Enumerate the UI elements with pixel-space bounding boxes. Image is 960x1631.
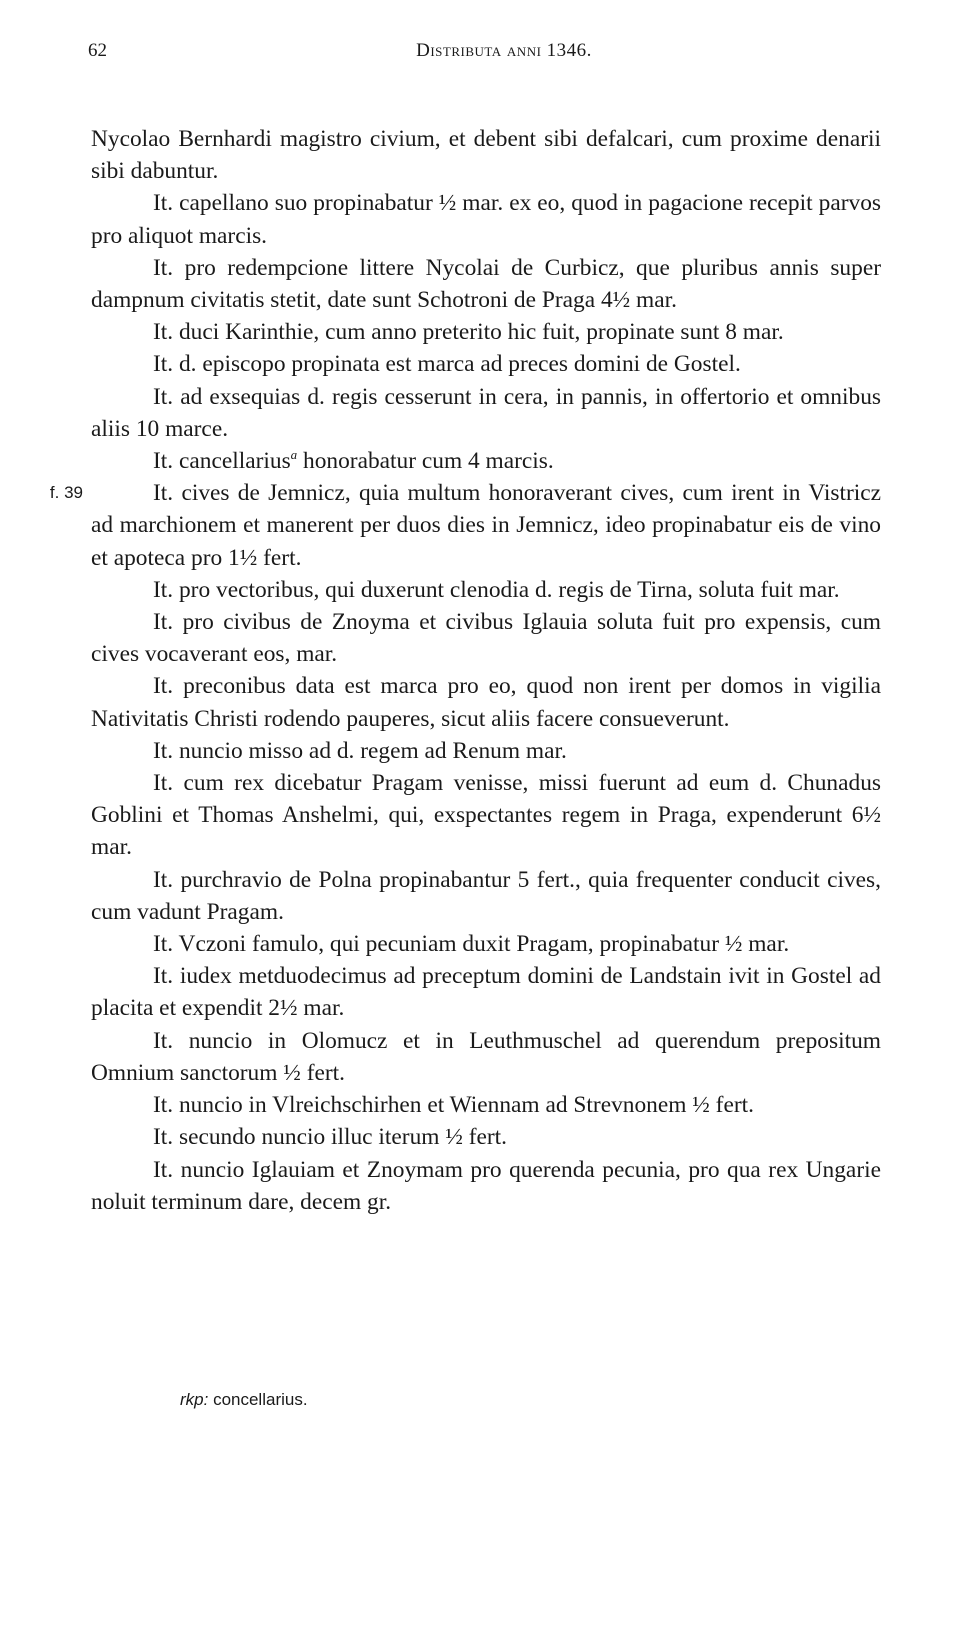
entry-text: It. d. episcopo propinata est marca ad preces domini de Gostel.: [153, 351, 741, 378]
entry-text: honorabatur cum 4 marcis.: [297, 448, 554, 475]
entry-text: It. cum rex dicebatur Pragam venisse, missi fuerunt ad eum d. Chunadus Goblini et Thomas Anshelmi, qui, exspectantes regem in Praga, expenderunt 6½ mar.: [91, 770, 881, 861]
entry-text: It. cives de Jemnicz, quia multum honoraverant cives, cum irent in Vistricz ad marchionem et manerent per duos dies in Jemnicz, ideo propinabatur eis de vino et apoteca pro 1½ fert.: [91, 480, 881, 571]
footnote-marker: a: [290, 447, 298, 463]
entry-text: It. cancellarius: [153, 448, 291, 475]
footnote-siglum: rkp:: [180, 1390, 209, 1409]
entry-text: It. secundo nuncio illuc iterum ½ fert.: [153, 1124, 508, 1151]
entry-text: It. iudex metduodecimus ad preceptum domini de Landstain ivit in Gostel ad placita et expendit 2½ mar.: [91, 963, 881, 1022]
entry-paragraph: [91, 670, 881, 734]
entry-paragraph: [91, 928, 881, 960]
entry-text: It. pro redempcione littere Nycolai de Curbicz, que pluribus annis super dampnum civitatis stetit, date sunt Schotroni de Praga 4½ mar.: [91, 254, 881, 314]
entry-paragraph: [91, 735, 881, 767]
running-title: Distributa anni 1346.: [416, 40, 592, 61]
entry-text: It. purchravio de Polna propinabantur 5 fert., quia frequenter conducit cives, cum vadunt Pragam.: [91, 866, 881, 925]
entry-paragraph: [91, 864, 881, 928]
entry-paragraph: [91, 960, 881, 1024]
entry-paragraph: [49, 477, 881, 574]
entry-paragraph: [91, 445, 881, 477]
page-number: 62: [88, 40, 107, 61]
entry-paragraph: [91, 381, 881, 445]
footnote-text: concellarius.: [208, 1390, 308, 1409]
folio-margin-note: f. 39: [49, 483, 83, 503]
entry-paragraph: [91, 1154, 881, 1218]
entry-text: Nycolao Bernhardi magistro civium, et debent sibi defalcari, cum proxime denarii sibi dabuntur.: [91, 126, 881, 185]
entry-text: It. nuncio in Vlreichschirhen et Wiennam ad Strevnonem ½ fert.: [153, 1092, 754, 1119]
entry-text: It. nuncio misso ad d. regem ad Renum mar.: [153, 737, 567, 764]
entry-text: It. capellano suo propinabatur ½ mar. ex eo, quod in pagacione recepit parvos pro aliquot marcis.: [91, 190, 881, 249]
entry-text: It. nuncio in Olomucz et in Leuthmuschel ad querendum prepositum Omnium sanctorum ½ fert.: [91, 1027, 881, 1086]
entry-paragraph: [91, 1089, 881, 1121]
entry-paragraph: [91, 1121, 881, 1153]
page-header: [88, 40, 920, 70]
entry-paragraph: [91, 252, 881, 316]
entry-paragraph: [91, 123, 881, 187]
entry-text: It. preconibus data est marca pro eo, quod non irent per domos in vigilia Nativitatis Christi rodendo pauperes, sicut aliis facere consueverunt.: [91, 673, 881, 732]
entry-text: It. pro vectoribus, qui duxerunt clenodia d. regis de Tirna, soluta fuit mar.: [153, 576, 840, 603]
entry-paragraph: [91, 606, 881, 670]
entry-text: It. pro civibus de Znoyma et civibus Iglauia soluta fuit pro expensis, cum cives vocaverant eos, mar.: [91, 609, 881, 668]
entry-paragraph: [91, 187, 881, 251]
entry-text: It. Vczoni famulo, qui pecuniam duxit Pragam, propinabatur ½ mar.: [153, 931, 790, 958]
entry-paragraph: [91, 316, 881, 348]
entry-text: It. nuncio Iglauiam et Znoymam pro querenda pecunia, pro qua rex Ungarie noluit terminum dare, decem gr.: [91, 1156, 881, 1215]
entry-paragraph: [91, 348, 881, 380]
entry-paragraph: [91, 574, 881, 606]
entry-paragraph: [91, 767, 881, 864]
entry-text: It. duci Karinthie, cum anno preterito hic fuit, propinate sunt 8 mar.: [153, 319, 784, 346]
footnote: [180, 1390, 308, 1410]
entry-paragraph: [91, 1025, 881, 1089]
entry-text: It. ad exsequias d. regis cesserunt in cera, in pannis, in offertorio et omnibus aliis 10 marce.: [91, 383, 881, 442]
body-text: [49, 123, 881, 1218]
